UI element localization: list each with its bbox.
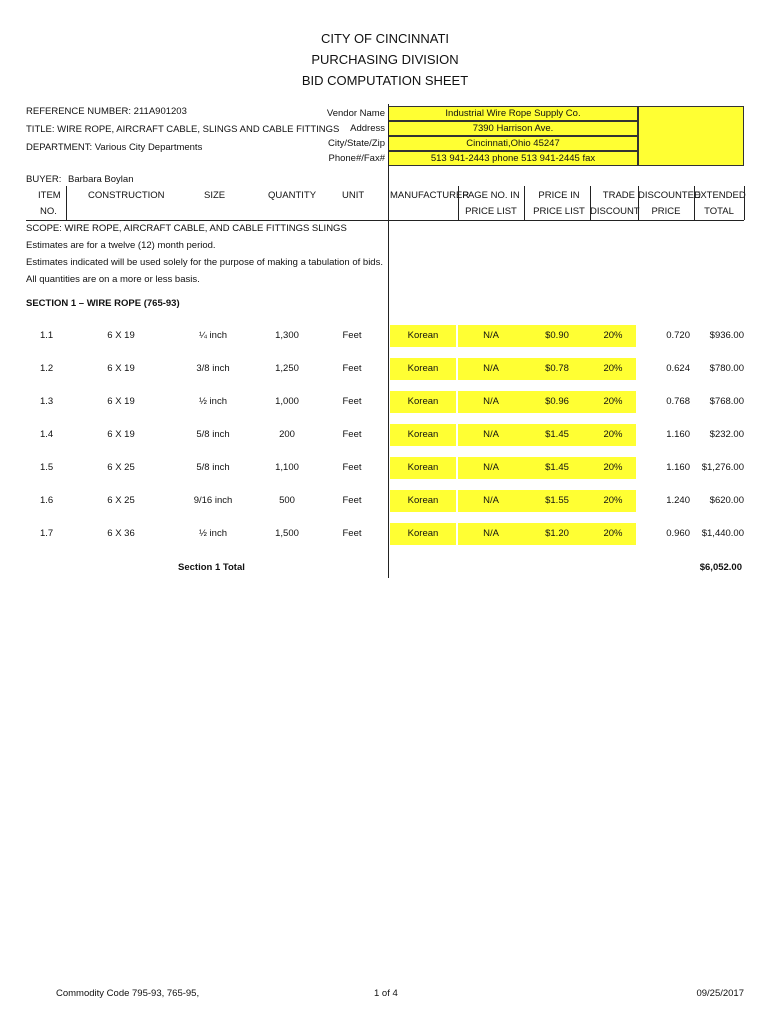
scope-line-3: Estimates indicated will be used solely for the purpose of making a tabulation of bids. [26,257,383,268]
discount-cell: 20% [590,358,636,380]
unit-cell: Feet [342,396,362,407]
header-line-1: CITY OF CINCINNATI [320,31,450,46]
table-row [0,358,770,380]
discounted-price-cell: 1.160 [666,462,690,473]
price-cell: $1.45 [524,457,590,479]
discount-cell: 20% [590,457,636,479]
manufacturer-cell: Korean [390,424,456,446]
discounted-price-cell: 1.160 [666,429,690,440]
table-row [0,490,770,512]
size-cell: 5/8 inch [196,429,230,440]
footer-date: 09/25/2017 [696,988,744,999]
manufacturer-cell: Korean [390,523,456,545]
col-trade-2: DISCOUNT [590,206,640,217]
size-cell: ½ inch [199,528,227,539]
construction-cell: 6 X 19 [107,330,135,341]
unit-cell: Feet [342,429,362,440]
page-cell: N/A [458,424,524,446]
header-line-3: BID COMPUTATION SHEET [301,73,469,88]
unit-cell: Feet [342,363,362,374]
vendor-extra-box [638,106,744,166]
page-cell: N/A [458,391,524,413]
title-line: TITLE: WIRE ROPE, AIRCRAFT CABLE, SLINGS AND CABLE FITTINGS [26,124,340,135]
item-cell: 1.5 [40,462,54,473]
price-cell: $0.78 [524,358,590,380]
col-discounted-2: PRICE [651,206,681,217]
unit-cell: Feet [342,495,362,506]
vendor-city-value: Cincinnati,Ohio 45247 [388,136,638,151]
discount-cell: 20% [590,424,636,446]
vendor-address-value: 7390 Harrison Ave. [388,121,638,136]
vendor-name-label: Vendor Name [326,108,385,119]
manufacturer-cell: Korean [390,391,456,413]
quantity-cell: 500 [279,495,295,506]
item-cell: 1.4 [40,429,54,440]
page-cell: N/A [458,523,524,545]
unit-cell: Feet [342,330,362,341]
col-construction: CONSTRUCTION [88,190,165,201]
col-trade: TRADE [602,190,635,201]
col-page-no: PAGE NO. IN [462,190,520,201]
discount-cell: 20% [590,490,636,512]
col-item-no: NO. [40,206,57,217]
size-cell: ¼ inch [199,330,227,341]
col-quantity: QUANTITY [268,190,317,201]
unit-cell: Feet [342,462,362,473]
extended-total-cell: $1,440.00 [701,528,744,539]
manufacturer-cell: Korean [390,490,456,512]
discounted-price-cell: 0.624 [666,363,690,374]
extended-total-cell: $1,276.00 [701,462,744,473]
quantity-cell: 1,500 [275,528,299,539]
table-row [0,457,770,479]
construction-cell: 6 X 19 [107,363,135,374]
scope-line-4: All quantities are on a more or less basis. [26,274,200,285]
manufacturer-cell: Korean [390,325,456,347]
scope-line-2: Estimates are for a twelve (12) month period. [26,240,216,251]
price-cell: $1.55 [524,490,590,512]
discount-cell: 20% [590,325,636,347]
col-page-no-2: PRICE LIST [465,206,517,217]
size-cell: 9/16 inch [193,495,233,506]
construction-cell: 6 X 25 [107,495,135,506]
extended-total-cell: $620.00 [709,495,744,506]
col-manufacturer: MANUFACTURER [390,190,470,201]
vendor-address-label: Address [350,123,385,134]
reference-number: REFERENCE NUMBER: 211A901203 [26,106,187,117]
col-size: SIZE [204,190,226,201]
price-cell: $1.20 [524,523,590,545]
item-cell: 1.3 [40,396,54,407]
quantity-cell: 200 [279,429,295,440]
extended-total-cell: $936.00 [709,330,744,341]
extended-total-cell: $780.00 [709,363,744,374]
page-cell: N/A [458,325,524,347]
section-total-value: $6,052.00 [699,562,742,573]
footer-commodity: Commodity Code 795-93, 765-95, [56,988,200,999]
discount-cell: 20% [590,523,636,545]
discounted-price-cell: 0.768 [666,396,690,407]
item-cell: 1.7 [40,528,54,539]
extended-total-cell: $768.00 [709,396,744,407]
page-cell: N/A [458,358,524,380]
buyer-label: BUYER: [26,174,62,185]
item-cell: 1.6 [40,495,54,506]
construction-cell: 6 X 25 [107,462,135,473]
item-cell: 1.2 [40,363,54,374]
construction-cell: 6 X 19 [107,429,135,440]
section-title: SECTION 1 – WIRE ROPE (765-93) [26,298,180,309]
unit-cell: Feet [342,528,362,539]
quantity-cell: 1,250 [275,363,299,374]
discount-cell: 20% [590,391,636,413]
vendor-name-value: Industrial Wire Rope Supply Co. [388,106,638,121]
size-cell: ½ inch [199,396,227,407]
footer-page: 1 of 4 [374,988,398,999]
department-line: DEPARTMENT: Various City Departments [26,142,203,153]
scope-line-1: SCOPE: WIRE ROPE, AIRCRAFT CABLE, AND CABLE FITTINGS SLINGS [26,223,347,234]
construction-cell: 6 X 36 [107,528,135,539]
discounted-price-cell: 1.240 [666,495,690,506]
section-total-label: Section 1 Total [178,562,245,573]
col-price-in: PRICE IN [538,190,580,201]
vendor-phone-label: Phone#/Fax# [328,153,385,164]
header-line-2: PURCHASING DIVISION [311,52,459,67]
discounted-price-cell: 0.960 [666,528,690,539]
extended-total-cell: $232.00 [709,429,744,440]
price-cell: $0.96 [524,391,590,413]
construction-cell: 6 X 19 [107,396,135,407]
vendor-phone-value: 513 941-2443 phone 513 941-2445 fax [388,151,638,166]
col-item: ITEM [38,190,61,201]
col-unit: UNIT [342,190,365,201]
col-discounted: DISCOUNTED [638,190,701,201]
price-cell: $1.45 [524,424,590,446]
manufacturer-cell: Korean [390,457,456,479]
price-cell: $0.90 [524,325,590,347]
vendor-city-label: City/State/Zip [327,138,385,149]
col-extended: EXTENDED [694,190,746,201]
size-cell: 5/8 inch [196,462,230,473]
size-cell: 3/8 inch [196,363,230,374]
page-cell: N/A [458,490,524,512]
table-row [0,424,770,446]
col-price-in-2: PRICE LIST [533,206,585,217]
buyer-name: Barbara Boylan [68,174,134,185]
table-row [0,391,770,413]
manufacturer-cell: Korean [390,358,456,380]
discounted-price-cell: 0.720 [666,330,690,341]
quantity-cell: 1,300 [275,330,299,341]
quantity-cell: 1,100 [275,462,299,473]
page-cell: N/A [458,457,524,479]
table-row [0,523,770,545]
col-extended-2: TOTAL [704,206,734,217]
item-cell: 1.1 [40,330,54,341]
quantity-cell: 1,000 [275,396,299,407]
table-row [0,325,770,347]
